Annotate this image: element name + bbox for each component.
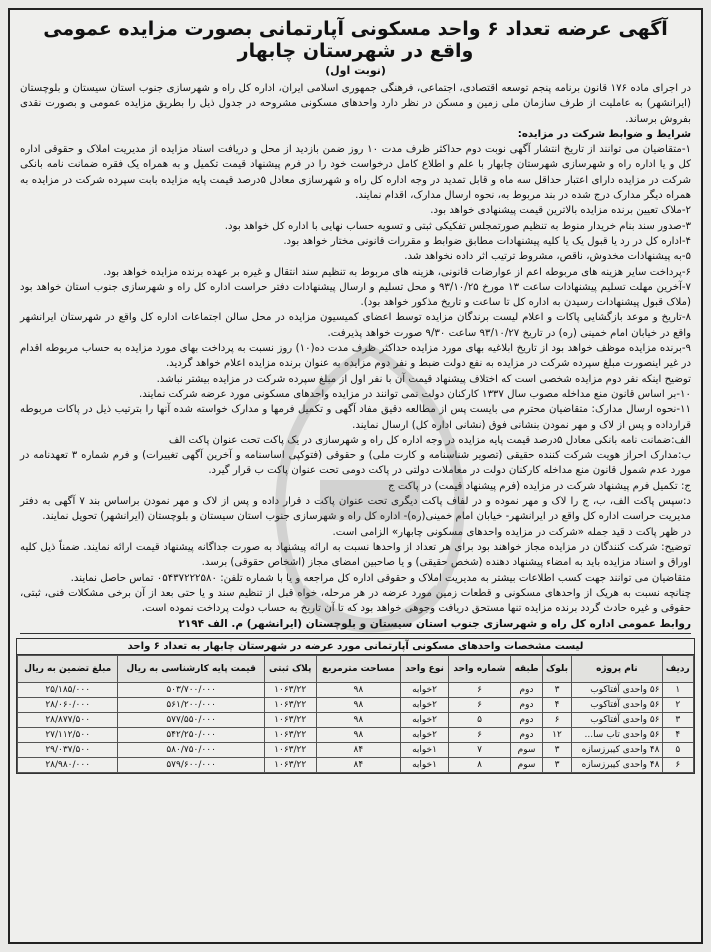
table-cell: ۱خوابه [401,743,449,758]
paragraph: در اجرای ماده ۱۷۶ قانون برنامه پنجم توسعه اقتصادی، اجتماعی، فرهنگی جمهوری اسلامی ایران، اداره کل راه و شهرسازی جنوب استان سیستان و بلوچستان (ایرانشهر) به عاملیت از طرف سازمان ملی زمین و مسکن در نظر دارد واحدهای مسکونی مشروحه در جدول ذیل را بطریق مزایده عمومی و بصورت نقدی بفروش برساند. [20,83,691,125]
column-header: پلاک ثبتی [264,656,316,683]
table-cell: ۱۰۶۳/۲۲ [264,698,316,713]
table-cell: ۱خوابه [401,758,449,773]
table-cell: ۱۰۶۳/۲۲ [264,713,316,728]
table-row [18,698,694,713]
table-cell: ۲خوابه [401,683,449,698]
paragraph: ب:مدارک احراز هویت شرکت کننده حقیقی (تصویر شناسنامه و کارت ملی) و حقوقی (فتوکپی اساسنامه و آخرین آگهی تغییرات) و فرم شماره ۳ تعهدنامه در مورد عدم شمول قانون منع مداخله کارکنان دولت در معاملات دولتی در پاکت دومی تحت عنوان پاکت ب قرار گیرد. [20,450,691,477]
column-header: ردیف [662,656,693,683]
table-cell: دوم [511,713,543,728]
table-cell: ۸۴ [316,758,401,773]
table-cell: ۳ [542,683,571,698]
paragraph: ۴-اداره کل در رد یا قبول یک یا کلیه پیشنهادات مطابق ضوابط و مقررات قانونی مختار خواهد بود. [283,235,691,247]
table-cell: دوم [511,698,543,713]
table-cell: ۸ [448,758,510,773]
table-cell: دوم [511,728,543,743]
paragraph: ج: تکمیل فرم پیشنهاد شرکت در مزایده (فرم پیشنهاد قیمت) در پاکت ج [388,480,691,492]
column-header: نام پروژه [572,656,662,683]
table-cell: ۹۸ [316,728,401,743]
table-cell: ۹۸ [316,683,401,698]
table-cell: ۸۴ [316,743,401,758]
table-cell: ۲۷/۱۱۲/۵۰۰ [18,728,118,743]
table-cell: ۱۰۶۳/۲۲ [264,743,316,758]
table-cell: ۴۸ واحدی کیبرزسازه [572,758,662,773]
paragraph: ۶-پرداخت سایر هزینه های مربوطه اعم از عوارضات قانونی، هزینه های مربوط به تنظیم سند انتقال و غیره بر عهده برنده مزایده خواهد بود. [103,266,691,278]
paragraph: متقاضیان می توانند جهت کسب اطلاعات بیشتر به مدیریت املاک و حقوقی اداره کل مراجعه و یا با شماره تلفن: ۰۵۴۳۷۲۲۲۵۸۰ تماس حاصل نمایند. [70,572,691,584]
table-title: لیست مشخصات واحدهای مسکونی آپارتمانی مورد عرضه در شهرستان چابهار به تعداد ۶ واحد [17,639,694,655]
paragraph: در ظهر پاکت د قید جمله «شرکت در مزایده واحدهای مسکونی چابهار» الزامی است. [332,526,691,538]
table-cell: ۵۰۳/۷۰۰/۰۰۰ [118,683,264,698]
paragraph: ۹-برنده مزایده موظف خواهد بود از تاریخ ابلاغیه بهای مورد مزایده حداکثر ظرف مدت ده(۱۰) روز نسبت به پرداخت بهای مورد مزایده به حساب مربوطه اقدام در غیر اینصورت مبلغ سپرده شرکت در مزایده به نفع دولت ضبط و نفر دوم مزایده به عنوان برنده مزایده اعلام خواهد گردید. [20,343,691,370]
table-cell: ۶ [448,728,510,743]
paragraph: ۱۰-بر اساس قانون منع مداخله مصوب سال ۱۳۳۷ کارکنان دولت نمی توانند در مزایده واحدهای مسکونی مورد عرضه شرکت نمایند. [138,388,691,400]
paragraph: ۷-آخرین مهلت تسلیم پیشنهادات ساعت ۱۳ مورخ ۹۳/۱۰/۲۵ و محل تسلیم و ارسال پیشنهادات دفتر حراست اداره کل راه و شهرسازی جنوب استان خواهد بود (ملاک قبول پیشنهادات رسیدن به اداره کل تا ساعت و تاریخ مذکور خواهد بود). [20,281,691,309]
table-cell: ۱۰۶۳/۲۲ [264,758,316,773]
column-header: شماره واحد [448,656,510,683]
table-cell: ۵۶ واحدی تاب سا... [572,728,662,743]
table-cell: سوم [511,758,543,773]
table-row [18,758,694,773]
paragraph: د:سپس پاکت الف، ب، ج را لاک و مهر نموده و در لفاف پاکت دیگری تحت عنوان پاکت د قرار داده و پس از لاک و مهر نمودن براساس بند ۷ آگهی به دفتر مدیریت حراست اداره کل واقع در ایرانشهر- خیابان امام خمینی(ره)- اداره کل راه و شهرسازی جنوب استان سیستان و بلوچستان (ایرانشهر) تحویل نمایند. [20,496,691,523]
advertisement-page [8,8,703,944]
table-cell: ۷ [448,743,510,758]
table-cell: ۱۰۶۳/۲۲ [264,683,316,698]
table-cell: ۵۶ واحدی آفتاکوب [572,683,662,698]
table-cell: ۶ [448,683,510,698]
table-cell: ۲ [662,698,693,713]
paragraph: ۱۱-نحوه ارسال مدارک: متقاضیان محترم می بایست پس از مطالعه دقیق مفاد آگهی و تکمیل فرمها و مدارک خواسته شده آنها را بترتیب ذیل در پاکات مربوطه قرارداده و پس از لاک و مهر نمودن بنشانی فوق (نشانی اداره کل) ارسال نمایند. [20,404,691,431]
column-header: طبقه [511,656,543,683]
table-cell: ۲۸/۹۸۰/۰۰۰ [18,758,118,773]
paragraph: ۳-صدور سند بنام خریدار منوط به تنظیم صورتمجلس تفکیکی ثبتی و تسویه حساب نهایی با اداره کل خواهد بود. [224,220,691,232]
paragraph: ۵-به پیشنهادات مخدوش، ناقص، مشروط ترتیب اثر داده نخواهد شد. [404,251,691,263]
paragraph: توضیح: شرکت کنندگان در مزایده مجاز خواهند بود برای هر تعداد از واحدها نسبت به ارائه پیشنهاد به صورت جداگانه پیشنهاد قیمت ارائه نمایند. ضمناً ذیل کلیه اوراق و اسناد مزایده باید به امضاء پیشنهاد دهنده (شخص حقیقی) و یا صاحبین امضای مجاز (اشخاص حقوقی) برسد. [20,541,691,569]
table-cell: ۶ [542,713,571,728]
page-subtitle: (نوبت اول) [325,64,386,77]
table-cell: ۵ [448,713,510,728]
table-cell: ۵۶ واحدی آفتاکوب [572,698,662,713]
table-cell: ۴ [662,728,693,743]
table-header-row [18,656,694,683]
units-table [17,655,694,773]
table-row [18,713,694,728]
table-cell: دوم [511,683,543,698]
table-cell: ۵۷۷/۵۵۰/۰۰۰ [118,713,264,728]
table-cell: ۲۸/۰۶۰/۰۰۰ [18,698,118,713]
table-cell: ۶ [448,698,510,713]
table-cell: ۳ [542,758,571,773]
table-cell: ۳ [542,743,571,758]
table-cell: ۲۹/۰۳۷/۵۰۰ [18,743,118,758]
table-cell: ۱۰۶۳/۲۲ [264,728,316,743]
signature-line: روابط عمومی اداره کل راه و شهرسازی جنوب استان سیستان و بلوچستان (ایرانشهر) م. الف ۲۱۹۴ [20,618,691,634]
table-row [18,743,694,758]
table-cell: سوم [511,743,543,758]
table-cell: ۲۸/۸۷۷/۵۰۰ [18,713,118,728]
table-cell: ۴۸ واحدی کیبرزسازه [572,743,662,758]
table-cell: ۵۶ واحدی آفتاکوب [572,713,662,728]
paragraph: الف:ضمانت نامه بانکی معادل ۵درصد قیمت پایه مزایده در وجه اداره کل راه و شهرسازی در یک پاکت تحت عنوان پاکت الف [168,434,691,446]
paragraph: شرایط و ضوابط شرکت در مزایده: [517,128,691,140]
units-table-container [16,638,695,774]
table-row [18,728,694,743]
table-cell: ۵۷۹/۶۰۰/۰۰۰ [118,758,264,773]
table-cell: ۲خوابه [401,713,449,728]
table-cell: ۱۲ [542,728,571,743]
column-header: مبلغ تضمین به ریال [18,656,118,683]
table-cell: ۵۴۲/۲۵۰/۰۰۰ [118,728,264,743]
column-header: قیمت پایه کارشناسی به ریال [118,656,264,683]
table-cell: ۱ [662,683,693,698]
paragraph: ۱-متقاضیان می توانند از تاریخ انتشار آگهی نوبت دوم حداکثر ظرف مدت ۱۰ روز ضمن بازدید از محل و دریافت اسناد مزایده از مدیریت املاک و حقوقی اداره کل و یا اداره راه و شهرسازی شهرستان چابهار با علم و اطلاع کامل درخواست خود را در فرم پیشنهاد قیمت تکمیل و به همراه یک فقره ضمانت نامه بانکی شرکت در مزایده دارای اعتبار حداقل سه ماه و قابل تمدید در وجه اداره کل راه و شهرسازی معادل ۵درصد قیمت پایه مزایده بابت سپرده شرکت در مزایده به همراه دیگر مدارک درج شده در بند مربوط به، نحوه ارسال مدارک، اقدام نمایند. [20,144,691,202]
paragraph: چنانچه نسبت به هریک از واحدهای مسکونی و قطعات زمین مورد عرضه در هر مرحله، خواه قبل از تنظیم سند و یا حتی بعد از آن برخی مشکلات فنی، ثبتی، حقوقی و غیره حادث گردد برنده مزایده تنها مستحق دریافت وجوهی خواهد بود که تا آن تاریخ به حساب دولت پرداخت نموده است. [20,587,691,615]
table-cell: ۲خوابه [401,698,449,713]
paragraph: توضیح اینکه نفر دوم مزایده شخصی است که اختلاف پیشنهاد قیمت آن با نفر اول از مبلغ سپرده شرکت در مزایده بیشتر نباشد. [156,373,691,385]
table-cell: ۴ [542,698,571,713]
column-header: بلوک [542,656,571,683]
table-cell: ۵۶۱/۲۰۰/۰۰۰ [118,698,264,713]
table-row [18,683,694,698]
table-cell: ۹۸ [316,698,401,713]
paragraph: ۲-ملاک تعیین برنده مزایده بالاترین قیمت پیشنهادی خواهد بود. [430,205,691,217]
table-cell: ۲۵/۱۸۵/۰۰۰ [18,683,118,698]
table-cell: ۲خوابه [401,728,449,743]
table-cell: ۶ [662,758,693,773]
advertisement-body [20,81,691,616]
paragraph: ۸-تاریخ و موعد بازگشایی پاکات و اعلام لیست برندگان مزایده توسط اعضای کمیسیون مزایده در محل سالن اجتماعات اداره کل واقع در شهرستان ایرانشهر واقع در خیابان امام خمینی (ره) در تاریخ ۹۳/۱۰/۲۷ ساعت ۹/۳۰ صورت خواهد پذیرفت. [20,312,691,339]
table-cell: ۳ [662,713,693,728]
table-cell: ۹۸ [316,713,401,728]
column-header: مساحت مترمربع [316,656,401,683]
column-header: نوع واحد [401,656,449,683]
table-cell: ۵۸۰/۷۵۰/۰۰۰ [118,743,264,758]
page-title: آگهی عرضه تعداد ۶ واحد مسکونی آپارتمانی بصورت مزایده عمومی واقع در شهرستان چابهار [43,18,668,62]
table-cell: ۵ [662,743,693,758]
